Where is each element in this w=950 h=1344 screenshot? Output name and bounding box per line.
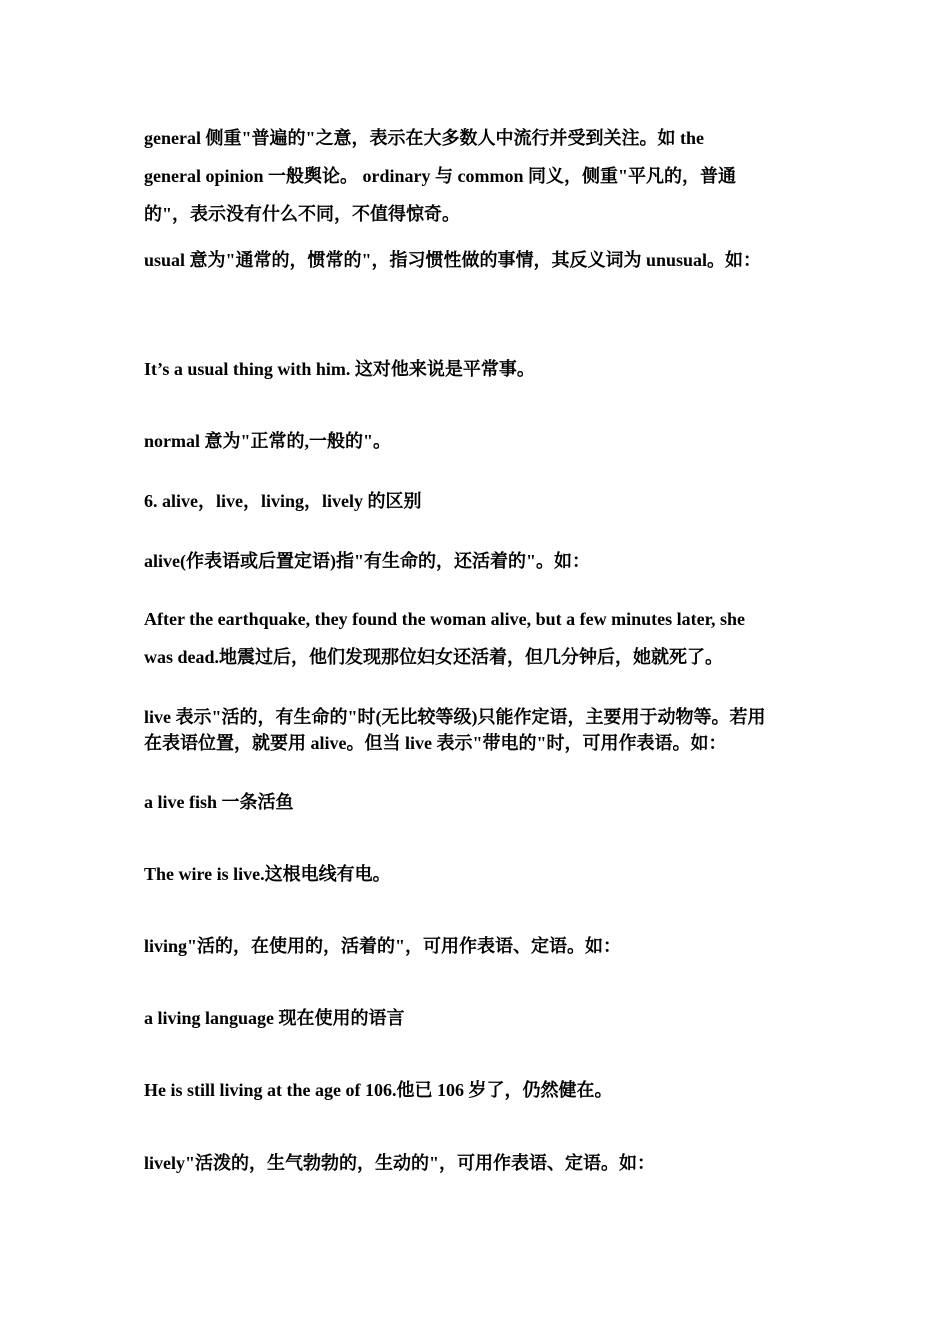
text-line: 在表语位置，就要用 alive。但当 live 表示"带电的"时，可用作表语。如： — [144, 733, 727, 753]
paragraph-living: living"活的，在使用的，活着的"，可用作表语、定语。如： — [144, 936, 621, 956]
text-line: After the earthquake, they found the woman alive, but a few minutes later, she — [144, 609, 745, 629]
paragraph-usual: usual 意为"通常的，惯常的"，指习惯性做的事情，其反义词为 unusual。如： — [144, 250, 762, 270]
text-line: general opinion 一般舆论。 ordinary 与 common 同义，侧重"平凡的，普通 — [144, 166, 736, 186]
paragraph-alive: alive(作表语或后置定语)指"有生命的，还活着的"。如： — [144, 551, 590, 571]
text-line: live 表示"活的，有生命的"时(无比较等级)只能作定语，主要用于动物等。若用 — [144, 707, 766, 727]
text-line: 的"，表示没有什么不同，不值得惊奇。 — [144, 204, 460, 224]
paragraph-normal: normal 意为"正常的,一般的"。 — [144, 431, 391, 451]
section-heading-alive-live-living-lively: 6. alive，live，living，lively 的区别 — [144, 491, 422, 511]
paragraph-general-ordinary — [144, 119, 808, 233]
example-live-wire: The wire is live.这根电线有电。 — [144, 864, 391, 884]
paragraph-lively: lively"活泼的，生气勃勃的，生动的"，可用作表语、定语。如： — [144, 1153, 655, 1173]
example-living-language: a living language 现在使用的语言 — [144, 1008, 405, 1028]
example-usual: It’s a usual thing with him. 这对他来说是平常事。 — [144, 359, 535, 379]
example-live-fish: a live fish 一条活鱼 — [144, 792, 294, 812]
text-line: was dead.地震过后，他们发现那位妇女还活着，但几分钟后，她就死了。 — [144, 647, 724, 667]
example-alive — [144, 600, 808, 676]
paragraph-live — [144, 704, 808, 756]
text-line: general 侧重"普遍的"之意，表示在大多数人中流行并受到关注。如 the — [144, 128, 704, 148]
example-still-living: He is still living at the age of 106.他已 106 岁了，仍然健在。 — [144, 1080, 613, 1100]
